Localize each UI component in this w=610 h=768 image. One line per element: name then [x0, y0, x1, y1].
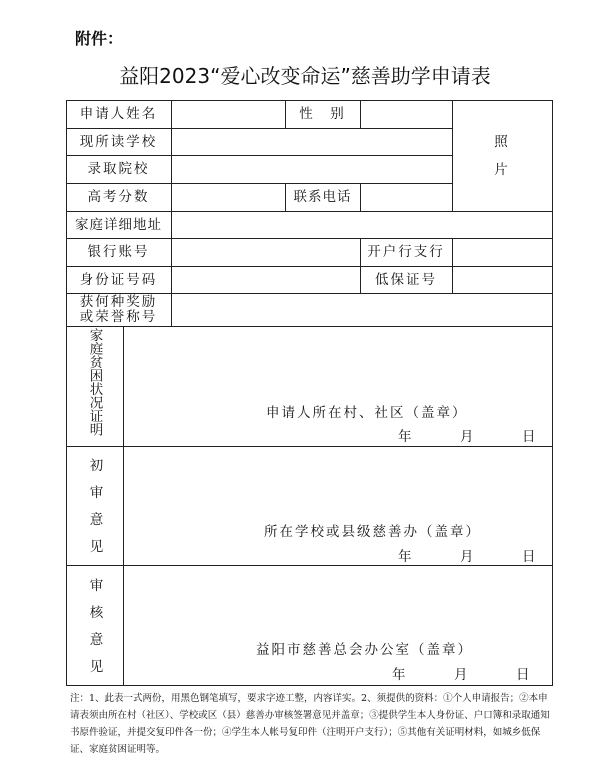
label-applicant-name: 申请人姓名: [79, 106, 158, 122]
section-initial-review-label: 初 审 意 见: [86, 458, 103, 553]
current-school-field[interactable]: [172, 128, 452, 155]
id-number-field[interactable]: [172, 266, 360, 293]
gender-field[interactable]: [361, 100, 452, 128]
label-bank-branch: 开户行支行: [367, 244, 445, 260]
label-exam-score: 高考分数: [87, 189, 150, 205]
label-bank-account: 银行账号: [87, 244, 150, 260]
label-phone: 联系电话: [293, 189, 352, 205]
section-poverty-label: 家庭贫困状况证明: [86, 328, 103, 436]
section-initial-review-date: 年 月 日: [398, 549, 538, 565]
section-final-review-date: 年 月 日: [392, 667, 532, 683]
awards-field[interactable]: [172, 293, 552, 326]
section-final-review-label: 审 核 意 见: [86, 577, 103, 673]
attachment-label: 附件：: [75, 29, 124, 48]
exam-score-field[interactable]: [172, 183, 285, 211]
section-poverty-date: 年 月 日: [398, 429, 538, 445]
footnote: 注：1、此表一式两份，用黑色钢笔填写，要求字迹工整，内容详实。2、须提供的资料：①个人申请报告；②本申请表须由所在村（社区）、学校或区（县）慈善办审核签署意见并盖章；③提供学生本人身份证、户口簿和录取通知书原件验证，并提交复印件各一份；④学生本人帐号复印件（注明开户支行）；⑤其他有关证明材料，如城乡低保证、家庭贫困证明等。: [70, 693, 550, 755]
section-initial-review-signer: 所在学校或县级慈善办（盖章）: [264, 524, 481, 540]
photo-box: 照 片: [494, 133, 510, 178]
bank-account-field[interactable]: [172, 238, 360, 266]
section-poverty-signer: 申请人所在村、社区（盖章）: [266, 405, 468, 421]
bank-branch-field[interactable]: [453, 238, 552, 266]
label-awards: 获何种奖励 或荣誉称号: [79, 293, 158, 325]
label-id-number: 身份证号码: [79, 271, 158, 288]
label-address: 家庭详细地址: [75, 216, 162, 233]
form-title: 益阳2023“爱心改变命运”慈善助学申请表: [119, 64, 491, 88]
label-low-income-cert: 低保证号: [375, 271, 437, 288]
admitted-college-field[interactable]: [172, 155, 452, 183]
phone-field[interactable]: [361, 183, 452, 211]
label-admitted-college: 录取院校: [87, 161, 150, 177]
label-gender: 性 别: [299, 106, 346, 122]
section-final-review-signer: 益阳市慈善总会办公室（盖章）: [256, 642, 473, 658]
address-field[interactable]: [172, 211, 552, 238]
low-income-cert-field[interactable]: [453, 266, 552, 293]
applicant-name-field[interactable]: [172, 100, 285, 128]
label-current-school: 现所读学校: [79, 133, 158, 150]
